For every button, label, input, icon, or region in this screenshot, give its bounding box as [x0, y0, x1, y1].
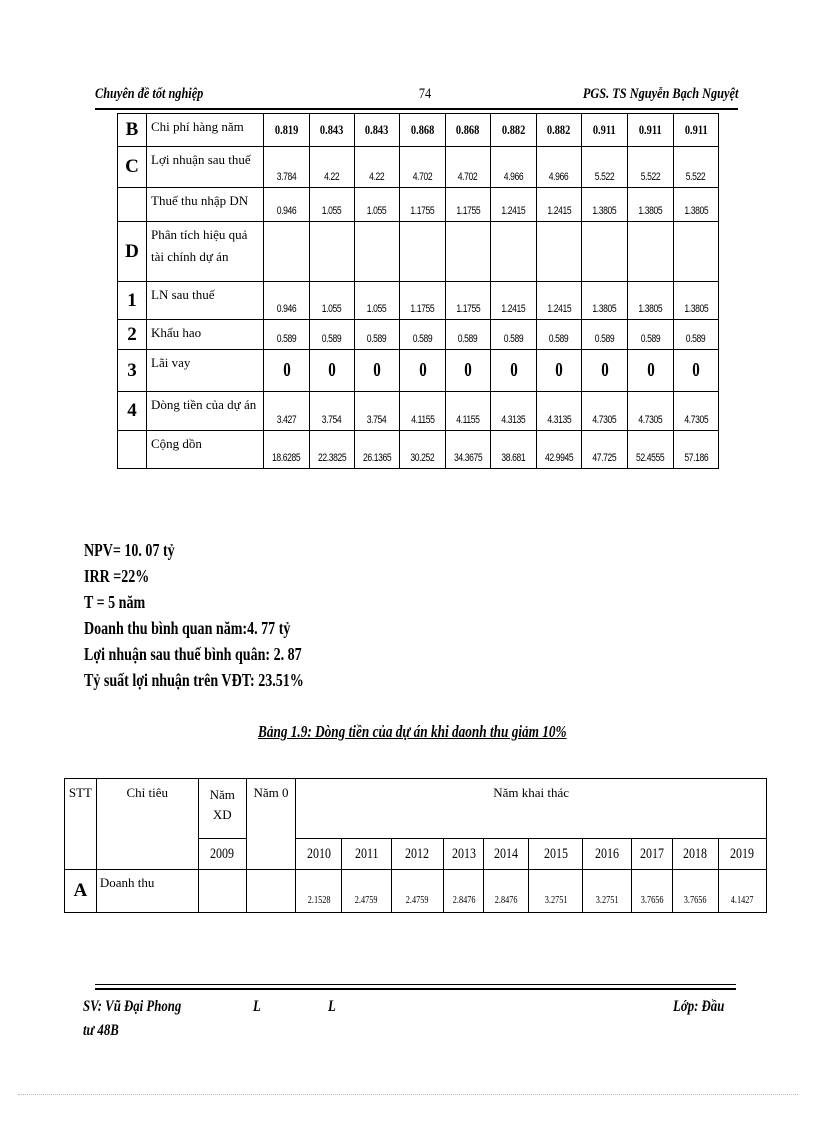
- row-label: Dòng tiền của dự án: [147, 392, 264, 431]
- value-cell: 4.3135: [491, 392, 537, 431]
- value-cell: 0.843: [355, 114, 400, 147]
- row-label: Lợi nhuận sau thuế: [147, 147, 264, 188]
- row-year0-cell: [246, 870, 295, 913]
- value-cell: 0: [264, 350, 310, 392]
- footer-rule-thin: [95, 984, 736, 985]
- revenue-cell: 3.2751: [529, 870, 582, 913]
- value-cell: 1.055: [310, 188, 355, 222]
- value-cell: 0.589: [628, 320, 674, 350]
- value-cell: 3.754: [355, 392, 400, 431]
- value-cell: [400, 222, 446, 282]
- row-stt: 4: [118, 392, 147, 431]
- value-cell: 0.589: [537, 320, 582, 350]
- value-cell: 4.22: [310, 147, 355, 188]
- row-build-cell: [198, 870, 246, 913]
- value-cell: 1.1755: [446, 282, 491, 320]
- row-label: Thuế thu nhập DN: [147, 188, 264, 222]
- cashflow-table: [117, 113, 719, 469]
- value-cell: 0: [355, 350, 400, 392]
- revenue-table: [64, 778, 767, 913]
- revenue-cell: 2.4759: [342, 870, 391, 913]
- document-title: Chuyên đề tốt nghiệp: [95, 86, 204, 102]
- col-operation: Năm khai thác: [296, 779, 767, 839]
- value-cell: [355, 222, 400, 282]
- value-cell: 4.966: [491, 147, 537, 188]
- value-cell: [491, 222, 537, 282]
- revenue-cell: 2.8476: [484, 870, 529, 913]
- revenue-cell: 3.7656: [673, 870, 718, 913]
- value-cell: [582, 222, 628, 282]
- table-row: [118, 222, 719, 282]
- value-cell: 1.3805: [628, 282, 674, 320]
- value-cell: 1.055: [355, 282, 400, 320]
- value-cell: 0.589: [310, 320, 355, 350]
- value-cell: 0.882: [491, 114, 537, 147]
- value-cell: [446, 222, 491, 282]
- value-cell: 3.784: [264, 147, 310, 188]
- col-build-year: Năm XD: [198, 779, 246, 839]
- row-label: Lãi vay: [147, 350, 264, 392]
- value-cell: 1.3805: [628, 188, 674, 222]
- value-cell: 5.522: [628, 147, 674, 188]
- value-cell: 0: [400, 350, 446, 392]
- table-row: [118, 114, 719, 147]
- value-cell: 0: [537, 350, 582, 392]
- supervisor-name: PGS. TS Nguyễn Bạch Nguyệt: [582, 86, 739, 102]
- page-bottom-dots: [18, 1094, 798, 1095]
- class-label-cont: tư 48B: [83, 1022, 119, 1039]
- value-cell: 0: [582, 350, 628, 392]
- year-header: 2012: [391, 839, 443, 870]
- value-cell: 1.3805: [582, 282, 628, 320]
- year-header: 2011: [342, 839, 391, 870]
- year-header: 2015: [529, 839, 582, 870]
- avg-profit-line: Lợi nhuận sau thuế bình quân: 2. 87: [84, 644, 302, 664]
- value-cell: 3.754: [310, 392, 355, 431]
- value-cell: 38.681: [491, 431, 537, 469]
- page-footer: [83, 994, 743, 1044]
- value-cell: [674, 222, 719, 282]
- year-header: 2014: [484, 839, 529, 870]
- row-stt: C: [118, 147, 147, 188]
- value-cell: 1.1755: [400, 282, 446, 320]
- row-label: Doanh thu: [96, 870, 198, 913]
- col-year0: Năm 0: [246, 779, 295, 870]
- revenue-cell: 2.4759: [391, 870, 443, 913]
- value-cell: 4.7305: [582, 392, 628, 431]
- value-cell: 1.1755: [400, 188, 446, 222]
- value-cell: [628, 222, 674, 282]
- value-cell: 47.725: [582, 431, 628, 469]
- revenue-cell: 3.2751: [582, 870, 631, 913]
- avg-revenue-line: Doanh thu bình quan năm:4. 77 tỷ: [84, 618, 291, 638]
- value-cell: 0.589: [264, 320, 310, 350]
- table-row: [118, 320, 719, 350]
- value-cell: 0.589: [355, 320, 400, 350]
- row-label: Chi phí hàng năm: [147, 114, 264, 147]
- table-caption: Bảng 1.9: Dòng tiền của dự án khi daonh thu giảm 10%: [258, 722, 567, 741]
- value-cell: 4.7305: [628, 392, 674, 431]
- revenue-cell: 2.8476: [444, 870, 484, 913]
- value-cell: 0.868: [446, 114, 491, 147]
- value-cell: 1.055: [310, 282, 355, 320]
- payback-line: T = 5 năm: [84, 592, 146, 612]
- row-stt: [118, 188, 147, 222]
- value-cell: 0.911: [582, 114, 628, 147]
- value-cell: 0.843: [310, 114, 355, 147]
- year-header: 2017: [632, 839, 673, 870]
- footer-rule-thick: [95, 988, 736, 990]
- value-cell: 0.946: [264, 282, 310, 320]
- value-cell: 1.3805: [674, 188, 719, 222]
- value-cell: 0.589: [582, 320, 628, 350]
- value-cell: 1.3805: [674, 282, 719, 320]
- row-stt: A: [65, 870, 97, 913]
- value-cell: 0.882: [537, 114, 582, 147]
- value-cell: 0.589: [674, 320, 719, 350]
- value-cell: 3.427: [264, 392, 310, 431]
- npv-line: NPV= 10. 07 tỷ: [84, 540, 175, 560]
- page-number: 74: [418, 86, 432, 102]
- revenue-cell: 4.1427: [718, 870, 766, 913]
- value-cell: [264, 222, 310, 282]
- page-header: [95, 86, 739, 106]
- value-cell: 57.186: [674, 431, 719, 469]
- value-cell: 4.7305: [674, 392, 719, 431]
- value-cell: 4.702: [400, 147, 446, 188]
- class-label: Lớp: Đầu: [673, 998, 725, 1015]
- value-cell: 5.522: [674, 147, 719, 188]
- row-label: LN sau thuế: [147, 282, 264, 320]
- row-stt: 3: [118, 350, 147, 392]
- value-cell: 4.966: [537, 147, 582, 188]
- table-row: [118, 188, 719, 222]
- header-rule: [95, 108, 738, 110]
- value-cell: 0.589: [400, 320, 446, 350]
- value-cell: 4.22: [355, 147, 400, 188]
- build-year: 2009: [198, 839, 246, 870]
- value-cell: 0: [310, 350, 355, 392]
- revenue-cell: 3.7656: [632, 870, 673, 913]
- row-label: Cộng dồn: [147, 431, 264, 469]
- value-cell: 0: [491, 350, 537, 392]
- value-cell: 1.2415: [537, 188, 582, 222]
- value-cell: 5.522: [582, 147, 628, 188]
- value-cell: 52.4555: [628, 431, 674, 469]
- col-stt: STT: [65, 779, 97, 870]
- value-cell: 0.868: [400, 114, 446, 147]
- table-row: [118, 282, 719, 320]
- value-cell: [310, 222, 355, 282]
- value-cell: 0.589: [446, 320, 491, 350]
- value-cell: 1.2415: [491, 188, 537, 222]
- value-cell: 0.819: [264, 114, 310, 147]
- footer-mark-2: L: [328, 998, 336, 1015]
- row-stt: 1: [118, 282, 147, 320]
- value-cell: 0.946: [264, 188, 310, 222]
- value-cell: [537, 222, 582, 282]
- value-cell: 0: [628, 350, 674, 392]
- value-cell: 1.1755: [446, 188, 491, 222]
- value-cell: 1.055: [355, 188, 400, 222]
- footer-mark-1: L: [253, 998, 261, 1015]
- value-cell: 18.6285: [264, 431, 310, 469]
- row-stt: D: [118, 222, 147, 282]
- value-cell: 1.3805: [582, 188, 628, 222]
- row-stt: [118, 431, 147, 469]
- value-cell: 26.1365: [355, 431, 400, 469]
- value-cell: 0: [674, 350, 719, 392]
- value-cell: 30.252: [400, 431, 446, 469]
- year-header: 2013: [444, 839, 484, 870]
- table-row: [118, 147, 719, 188]
- value-cell: 0.911: [674, 114, 719, 147]
- year-header: 2018: [673, 839, 718, 870]
- table-row: [118, 431, 719, 469]
- value-cell: 4.1155: [446, 392, 491, 431]
- irr-line: IRR =22%: [84, 566, 150, 586]
- table-row: [118, 350, 719, 392]
- value-cell: 4.702: [446, 147, 491, 188]
- value-cell: 1.2415: [537, 282, 582, 320]
- revenue-cell: 2.1528: [296, 870, 342, 913]
- year-header: 2019: [718, 839, 766, 870]
- value-cell: 4.3135: [537, 392, 582, 431]
- value-cell: 0: [446, 350, 491, 392]
- value-cell: 1.2415: [491, 282, 537, 320]
- row-label: Khấu hao: [147, 320, 264, 350]
- table-row: [118, 392, 719, 431]
- col-indicator: Chỉ tiêu: [96, 779, 198, 870]
- summary-block: [84, 537, 366, 693]
- row-stt: B: [118, 114, 147, 147]
- value-cell: 4.1155: [400, 392, 446, 431]
- row-stt: 2: [118, 320, 147, 350]
- value-cell: 42.9945: [537, 431, 582, 469]
- year-header: 2010: [296, 839, 342, 870]
- value-cell: 22.3825: [310, 431, 355, 469]
- value-cell: 34.3675: [446, 431, 491, 469]
- row-label: Phân tích hiệu quả tài chính dự án: [147, 222, 264, 282]
- student-name: SV: Vũ Đại Phong: [83, 998, 182, 1015]
- profit-ratio-line: Tỷ suất lợi nhuận trên VĐT: 23.51%: [84, 670, 304, 690]
- value-cell: 0.911: [628, 114, 674, 147]
- year-header: 2016: [582, 839, 631, 870]
- value-cell: 0.589: [491, 320, 537, 350]
